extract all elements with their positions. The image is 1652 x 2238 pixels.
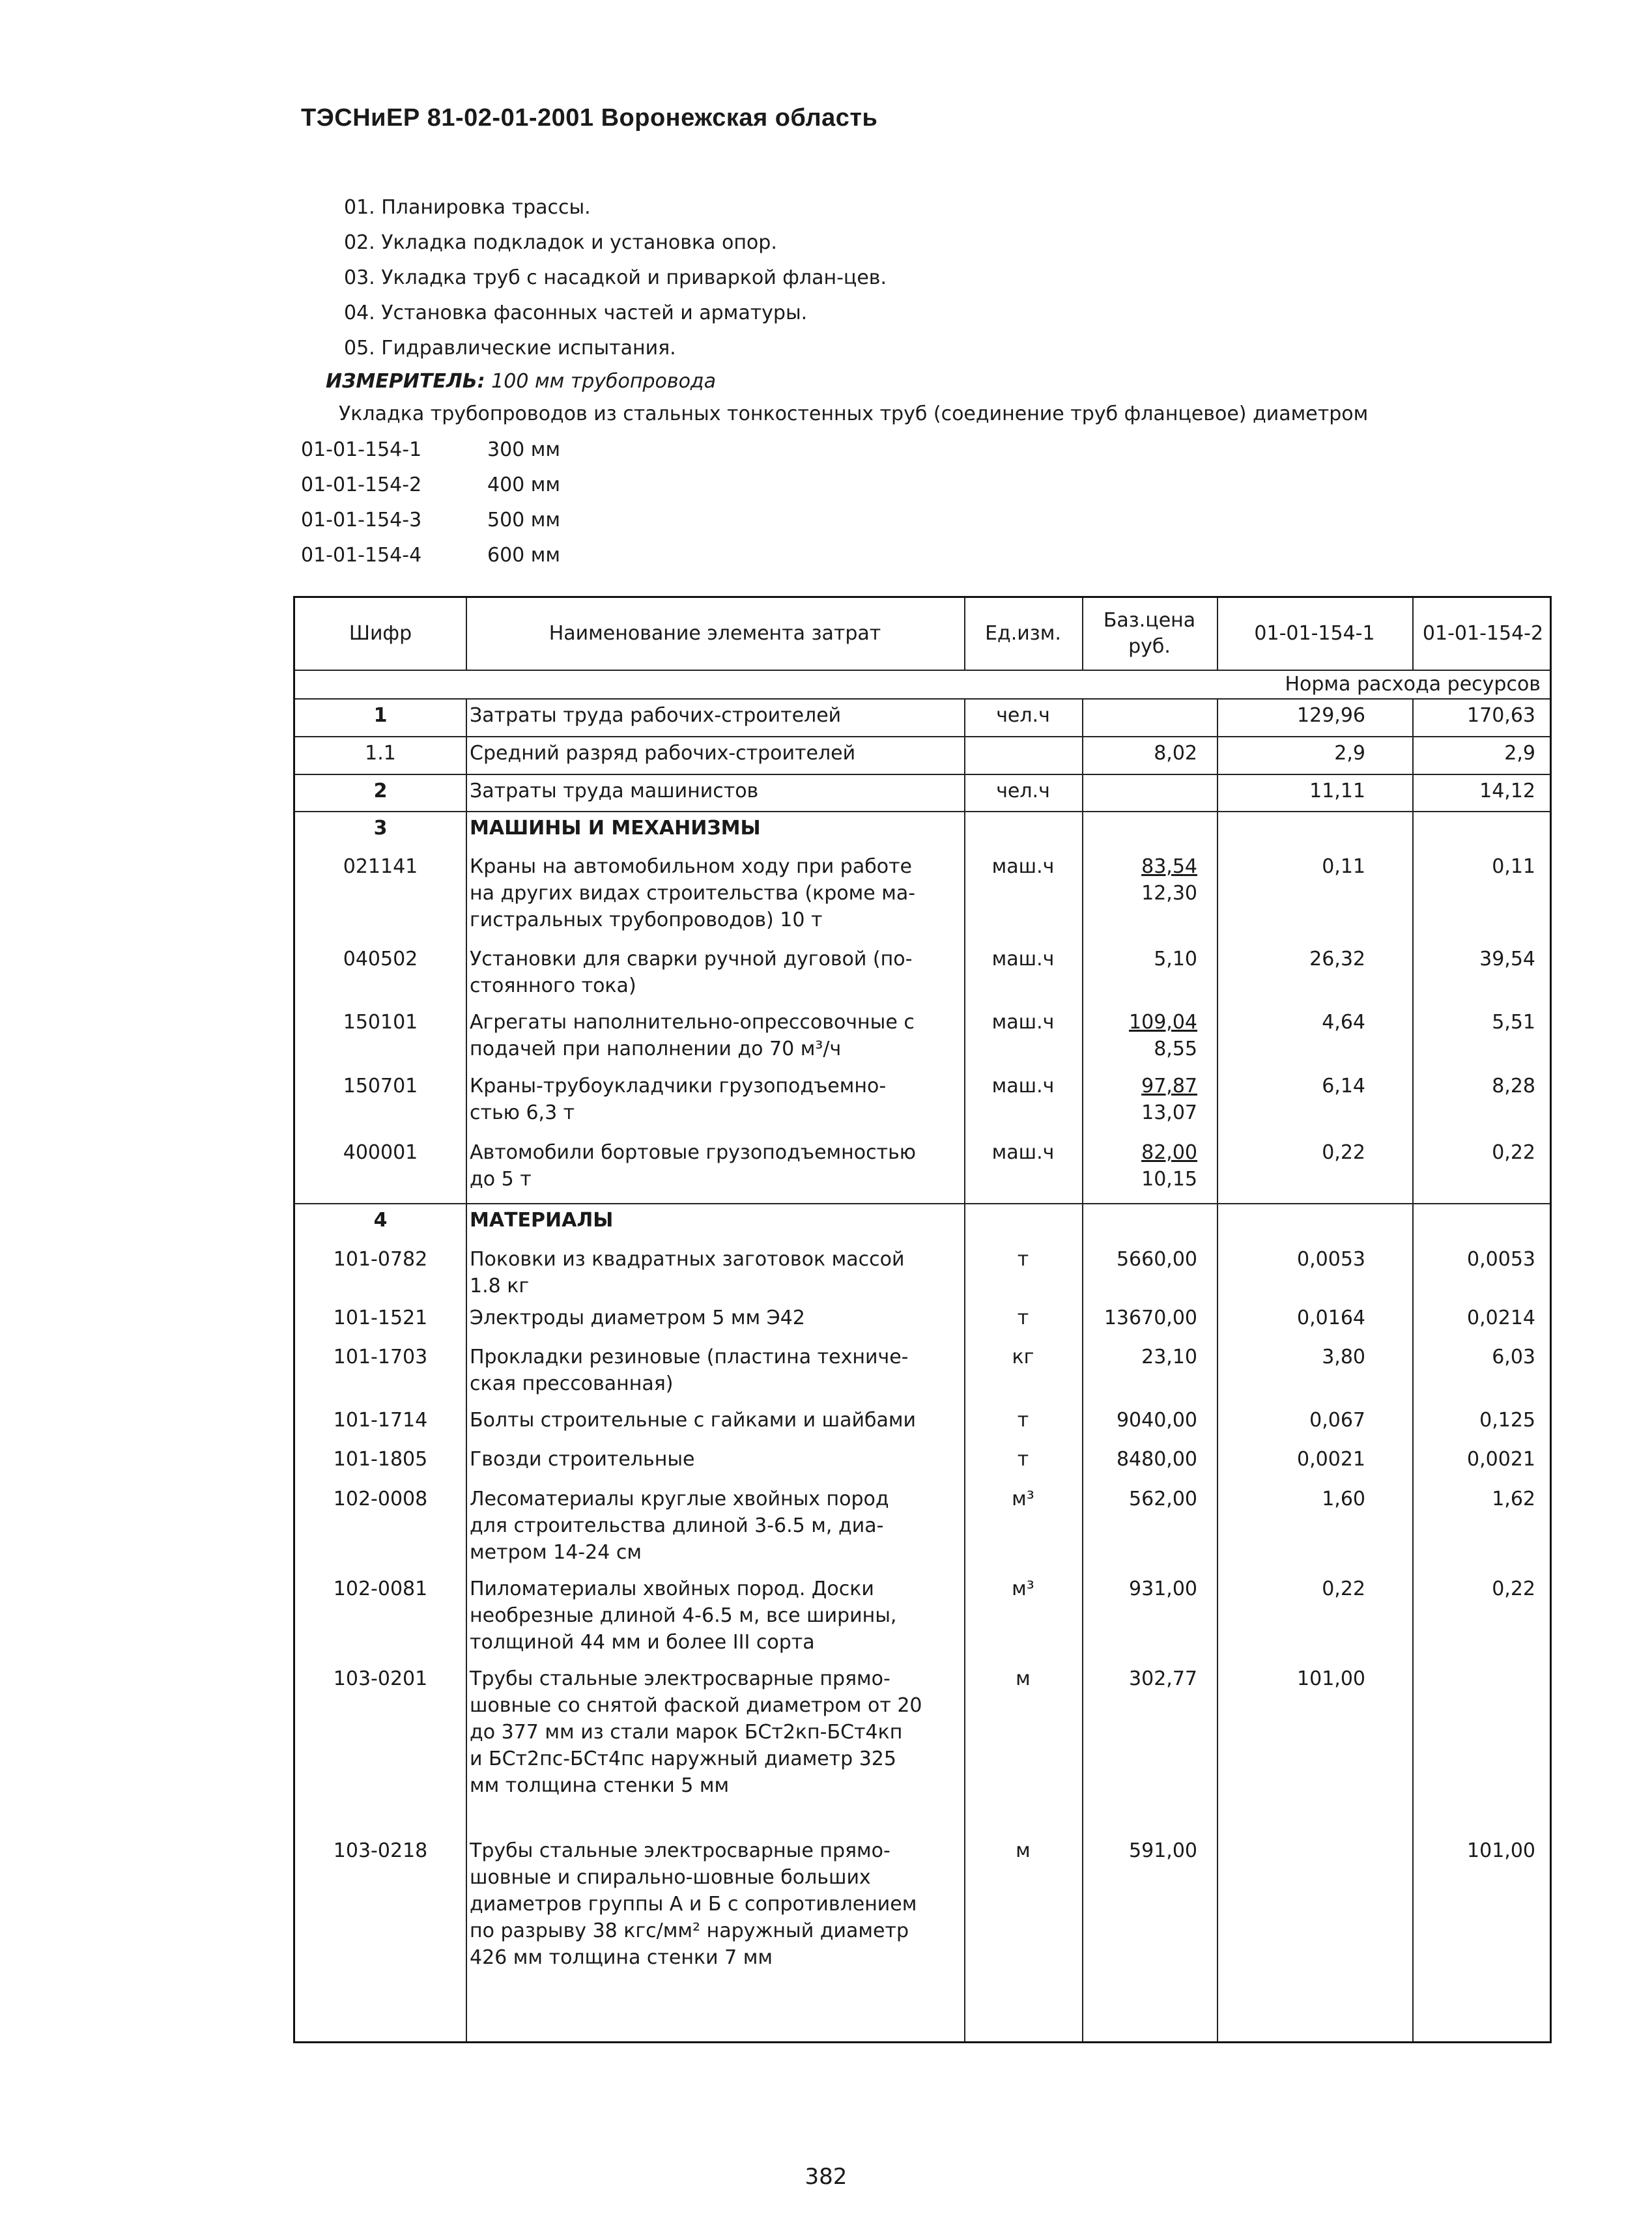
variant-size: 500 мм bbox=[487, 509, 561, 531]
row-code: 150701 bbox=[343, 1075, 418, 1098]
operation-item: 01. Планировка трассы. bbox=[344, 196, 591, 219]
row-code: 4 bbox=[373, 1209, 388, 1232]
row-price bbox=[1082, 1576, 1197, 1602]
row-name bbox=[470, 815, 963, 842]
row-unit: маш.ч bbox=[991, 948, 1055, 970]
row-price-line: 83,54 bbox=[1141, 855, 1197, 878]
row-unit: маш.ч bbox=[991, 1141, 1055, 1164]
row-name bbox=[470, 702, 963, 729]
row-variant-1: 0,22 bbox=[1322, 1141, 1365, 1164]
operation-item: 04. Установка фасонных частей и арматуры. bbox=[344, 302, 808, 324]
row-variant-2: 0,125 bbox=[1479, 1409, 1535, 1432]
row-price bbox=[1082, 1837, 1197, 1864]
row-price-line: 109,04 bbox=[1129, 1011, 1197, 1034]
row-code: 2 bbox=[373, 780, 388, 802]
row-price-line: 13670,00 bbox=[1104, 1307, 1197, 1329]
row-price bbox=[1082, 1305, 1197, 1331]
row-price bbox=[1082, 1344, 1197, 1370]
row-divider bbox=[295, 774, 1550, 775]
variant-size: 600 мм bbox=[487, 544, 561, 567]
meter-value: 100 мм трубопровода bbox=[491, 370, 717, 393]
row-variant-1: 101,00 bbox=[1297, 1667, 1365, 1690]
row-price bbox=[1082, 1009, 1197, 1062]
row-price-line: 12,30 bbox=[1141, 882, 1197, 905]
row-name-line: Средний разряд рабочих-строителей bbox=[470, 742, 856, 765]
variant-row bbox=[301, 468, 560, 503]
row-name-line: Затраты труда рабочих-строителей bbox=[470, 704, 842, 727]
header-price-text bbox=[1104, 608, 1195, 660]
row-name bbox=[470, 1665, 963, 1799]
row-variant-1: 2,9 bbox=[1334, 742, 1365, 765]
row-variant-2: 39,54 bbox=[1479, 948, 1535, 970]
row-name-line: до 377 мм из стали марок БСт2кп-БСт4кп bbox=[470, 1721, 903, 1744]
row-variant-1: 26,32 bbox=[1309, 948, 1365, 970]
row-name-line: для строительства длиной 3-6.5 м, диа- bbox=[470, 1514, 884, 1537]
row-unit: маш.ч bbox=[991, 1011, 1055, 1034]
row-code: 1 bbox=[373, 704, 388, 727]
row-name-line: ская прессованная) bbox=[470, 1372, 674, 1395]
row-name-line: Краны-трубоукладчики грузоподъемно- bbox=[470, 1075, 887, 1098]
row-price-line: 82,00 bbox=[1141, 1141, 1197, 1164]
row-name bbox=[470, 740, 963, 767]
row-variant-1: 0,0021 bbox=[1297, 1448, 1365, 1471]
row-price-line: 10,15 bbox=[1141, 1168, 1197, 1191]
resource-table bbox=[293, 596, 1552, 2043]
header-price-line: Баз.цена bbox=[1103, 609, 1196, 632]
row-name-line: Затраты труда машинистов bbox=[470, 780, 759, 802]
row-price bbox=[1082, 1246, 1197, 1273]
row-name bbox=[470, 778, 963, 804]
row-name-line: МАШИНЫ И МЕХАНИЗМЫ bbox=[470, 817, 761, 840]
row-name bbox=[470, 1139, 963, 1193]
row-price-line: 931,00 bbox=[1129, 1578, 1197, 1600]
row-code: 1.1 bbox=[365, 742, 396, 765]
row-variant-1: 11,11 bbox=[1309, 780, 1365, 802]
row-price bbox=[1082, 740, 1197, 767]
row-name bbox=[470, 1305, 963, 1331]
row-unit: м bbox=[1016, 1667, 1031, 1690]
row-unit: маш.ч bbox=[991, 1075, 1055, 1098]
row-variant-1: 0,067 bbox=[1309, 1409, 1365, 1432]
row-variant-1: 6,14 bbox=[1322, 1075, 1365, 1098]
document-title: ТЭСНиЕР 81-02-01-2001 Воронежская область bbox=[301, 104, 878, 132]
row-variant-2: 0,11 bbox=[1492, 855, 1535, 878]
row-name bbox=[470, 1246, 963, 1299]
row-code: 040502 bbox=[343, 948, 418, 970]
row-variant-1: 4,64 bbox=[1322, 1011, 1365, 1034]
row-divider bbox=[295, 811, 1550, 812]
row-price bbox=[1082, 946, 1197, 972]
row-price-line: 562,00 bbox=[1129, 1488, 1197, 1510]
row-code: 400001 bbox=[343, 1141, 418, 1164]
row-variant-1: 0,11 bbox=[1322, 855, 1365, 878]
row-name-line: Автомобили бортовые грузоподъемностью bbox=[470, 1141, 917, 1164]
variants-list bbox=[301, 432, 560, 573]
column-divider bbox=[466, 698, 467, 2041]
variant-code: 01-01-154-2 bbox=[301, 474, 422, 496]
row-unit: чел.ч bbox=[996, 780, 1050, 802]
row-code: 3 bbox=[373, 817, 388, 840]
row-price bbox=[1082, 853, 1197, 907]
row-code: 102-0008 bbox=[333, 1488, 428, 1510]
row-price-line: 8,02 bbox=[1154, 742, 1197, 765]
operation-item: 03. Укладка труб с насадкой и приваркой флан-цев. bbox=[344, 266, 887, 289]
row-price bbox=[1082, 1073, 1197, 1126]
row-name-line: толщиной 44 мм и более III сорта bbox=[470, 1631, 815, 1654]
row-unit: м³ bbox=[1012, 1488, 1034, 1510]
row-variant-2: 0,22 bbox=[1492, 1141, 1535, 1164]
row-name bbox=[470, 853, 963, 933]
row-price bbox=[1082, 1407, 1197, 1434]
row-unit: м³ bbox=[1012, 1578, 1034, 1600]
operations-list bbox=[344, 190, 887, 366]
meter-label: ИЗМЕРИТЕЛЬ: bbox=[326, 370, 485, 393]
row-variant-2: 6,03 bbox=[1492, 1346, 1535, 1368]
row-name-line: до 5 т bbox=[470, 1168, 532, 1191]
row-variant-2: 170,63 bbox=[1467, 704, 1535, 727]
row-unit: м bbox=[1016, 1839, 1031, 1862]
intro-text: Укладка трубопроводов из стальных тонкостенных труб (соединение труб фланцевое) диаметром bbox=[339, 403, 1369, 425]
row-name bbox=[470, 1446, 963, 1473]
row-code: 101-1703 bbox=[333, 1346, 428, 1368]
row-unit: маш.ч bbox=[991, 855, 1055, 878]
norm-label: Норма расхода ресурсов bbox=[1285, 673, 1541, 696]
row-price-line: 8480,00 bbox=[1116, 1448, 1197, 1471]
operation-item: 05. Гидравлические испытания. bbox=[344, 337, 676, 360]
row-code: 101-1714 bbox=[333, 1409, 428, 1432]
row-name-line: Краны на автомобильном ходу при работе bbox=[470, 855, 913, 878]
row-name-line: Поковки из квадратных заготовок массой bbox=[470, 1248, 905, 1271]
row-variant-1: 0,0164 bbox=[1297, 1307, 1365, 1329]
row-name bbox=[470, 946, 963, 999]
row-price-line: 5660,00 bbox=[1116, 1248, 1197, 1271]
row-unit: т bbox=[1017, 1307, 1029, 1329]
header-price bbox=[1082, 598, 1217, 670]
row-variant-2: 0,0021 bbox=[1467, 1448, 1535, 1471]
row-name-line: Трубы стальные электросварные прямо- bbox=[470, 1839, 890, 1862]
row-price-line: 591,00 bbox=[1129, 1839, 1197, 1862]
header-name: Наименование элемента затрат bbox=[548, 622, 881, 645]
row-name-line: Установки для сварки ручной дуговой (по- bbox=[470, 948, 913, 970]
row-name-line: стоянного тока) bbox=[470, 974, 636, 997]
row-unit: чел.ч bbox=[996, 704, 1050, 727]
row-name-line: подачей при наполнении до 70 м³/ч bbox=[470, 1038, 842, 1060]
row-name bbox=[470, 1009, 963, 1062]
row-price-line: 23,10 bbox=[1141, 1346, 1197, 1368]
row-price bbox=[1082, 1486, 1197, 1512]
row-code: 021141 bbox=[343, 855, 418, 878]
row-price bbox=[1082, 1446, 1197, 1473]
row-name-line: метром 14-24 см bbox=[470, 1541, 642, 1564]
row-variant-2: 14,12 bbox=[1479, 780, 1535, 802]
row-name-line: Болты строительные с гайками и шайбами bbox=[470, 1409, 916, 1432]
row-name bbox=[470, 1344, 963, 1397]
row-price-line: 9040,00 bbox=[1116, 1409, 1197, 1432]
row-variant-2: 5,51 bbox=[1492, 1011, 1535, 1034]
row-name-line: шовные и спирально-шовные больших bbox=[470, 1866, 871, 1889]
row-variant-2: 101,00 bbox=[1467, 1839, 1535, 1862]
row-code: 150101 bbox=[343, 1011, 418, 1034]
row-name-line: Агрегаты наполнительно-опрессовочные с bbox=[470, 1011, 915, 1034]
row-code: 103-0218 bbox=[333, 1839, 428, 1862]
row-variant-1: 129,96 bbox=[1297, 704, 1365, 727]
row-price-line: 97,87 bbox=[1141, 1075, 1197, 1098]
row-name-line: диаметров группы А и Б с сопротивлением bbox=[470, 1893, 917, 1916]
row-name-line: 426 мм толщина стенки 7 мм bbox=[470, 1946, 773, 1969]
variant-code: 01-01-154-3 bbox=[301, 509, 422, 531]
meter-line bbox=[326, 370, 716, 393]
row-price bbox=[1082, 1665, 1197, 1692]
row-price bbox=[1082, 1139, 1197, 1193]
operation-item: 02. Укладка подкладок и установка опор. bbox=[344, 231, 777, 254]
row-name bbox=[470, 1407, 963, 1434]
header-unit: Ед.изм. bbox=[985, 622, 1061, 645]
row-name-line: Пиломатериалы хвойных пород. Доски bbox=[470, 1578, 874, 1600]
row-price-line: 13,07 bbox=[1141, 1101, 1197, 1124]
row-unit: т bbox=[1017, 1448, 1029, 1471]
row-name-line: шовные со снятой фаской диаметром от 20 bbox=[470, 1694, 922, 1717]
row-name-line: мм толщина стенки 5 мм bbox=[470, 1774, 730, 1797]
row-name-line: по разрыву 38 кгс/мм² наружный диаметр bbox=[470, 1919, 909, 1942]
row-divider bbox=[295, 1203, 1550, 1204]
row-name bbox=[470, 1486, 963, 1566]
row-variant-1: 3,80 bbox=[1322, 1346, 1365, 1368]
header-code: Шифр bbox=[349, 622, 412, 645]
row-name-line: Прокладки резиновые (пластина техниче- bbox=[470, 1346, 909, 1368]
row-unit: т bbox=[1017, 1248, 1029, 1271]
row-variant-2: 0,0053 bbox=[1467, 1248, 1535, 1271]
row-variant-1: 0,22 bbox=[1322, 1578, 1365, 1600]
row-price-line: 5,10 bbox=[1154, 948, 1197, 970]
row-code: 101-1805 bbox=[333, 1448, 428, 1471]
row-name bbox=[470, 1073, 963, 1126]
row-variant-1: 1,60 bbox=[1322, 1488, 1365, 1510]
row-name bbox=[470, 1207, 963, 1234]
row-price-line: 8,55 bbox=[1154, 1038, 1197, 1060]
header-variant-1: 01-01-154-1 bbox=[1254, 622, 1375, 645]
row-code: 102-0081 bbox=[333, 1578, 428, 1600]
variant-size: 400 мм bbox=[487, 474, 561, 496]
row-code: 101-1521 bbox=[333, 1307, 428, 1329]
row-name-line: Трубы стальные электросварные прямо- bbox=[470, 1667, 890, 1690]
row-name-line: и БСт2пс-БСт4пс наружный диаметр 325 bbox=[470, 1748, 896, 1770]
row-name-line: Электроды диаметром 5 мм Э42 bbox=[470, 1307, 805, 1329]
row-variant-1: 0,0053 bbox=[1297, 1248, 1365, 1271]
row-name bbox=[470, 1837, 963, 1971]
row-variant-2: 1,62 bbox=[1492, 1488, 1535, 1510]
variant-size: 300 мм bbox=[487, 438, 561, 461]
row-name bbox=[470, 1576, 963, 1656]
row-code: 103-0201 bbox=[333, 1667, 428, 1690]
row-code: 101-0782 bbox=[333, 1248, 428, 1271]
variant-code: 01-01-154-4 bbox=[301, 544, 422, 567]
page-number: 382 bbox=[805, 2164, 847, 2190]
row-name-line: необрезные длиной 4-6.5 м, все ширины, bbox=[470, 1604, 897, 1627]
row-unit: т bbox=[1017, 1409, 1029, 1432]
row-name-line: 1.8 кг bbox=[470, 1275, 530, 1297]
row-divider bbox=[295, 736, 1550, 737]
row-variant-2: 0,0214 bbox=[1467, 1307, 1535, 1329]
row-variant-2: 8,28 bbox=[1492, 1075, 1535, 1098]
row-price-line: 302,77 bbox=[1129, 1667, 1197, 1690]
row-name-line: Лесоматериалы круглые хвойных пород bbox=[470, 1488, 889, 1510]
row-variant-2: 2,9 bbox=[1504, 742, 1535, 765]
row-name-line: Гвозди строительные bbox=[470, 1448, 695, 1471]
variant-row bbox=[301, 503, 560, 538]
header-price-line: руб. bbox=[1128, 635, 1171, 658]
header-variant-2: 01-01-154-2 bbox=[1422, 622, 1544, 645]
row-name-line: стью 6,3 т bbox=[470, 1101, 575, 1124]
variant-code: 01-01-154-1 bbox=[301, 438, 422, 461]
variant-row bbox=[301, 432, 560, 468]
row-variant-2: 0,22 bbox=[1492, 1578, 1535, 1600]
row-name-line: гистральных трубопроводов) 10 т bbox=[470, 909, 823, 931]
row-name-line: на других видах строительства (кроме ма- bbox=[470, 882, 916, 905]
row-name-line: МАТЕРИАЛЫ bbox=[470, 1209, 614, 1232]
row-unit: кг bbox=[1012, 1346, 1034, 1368]
variant-row bbox=[301, 538, 560, 573]
